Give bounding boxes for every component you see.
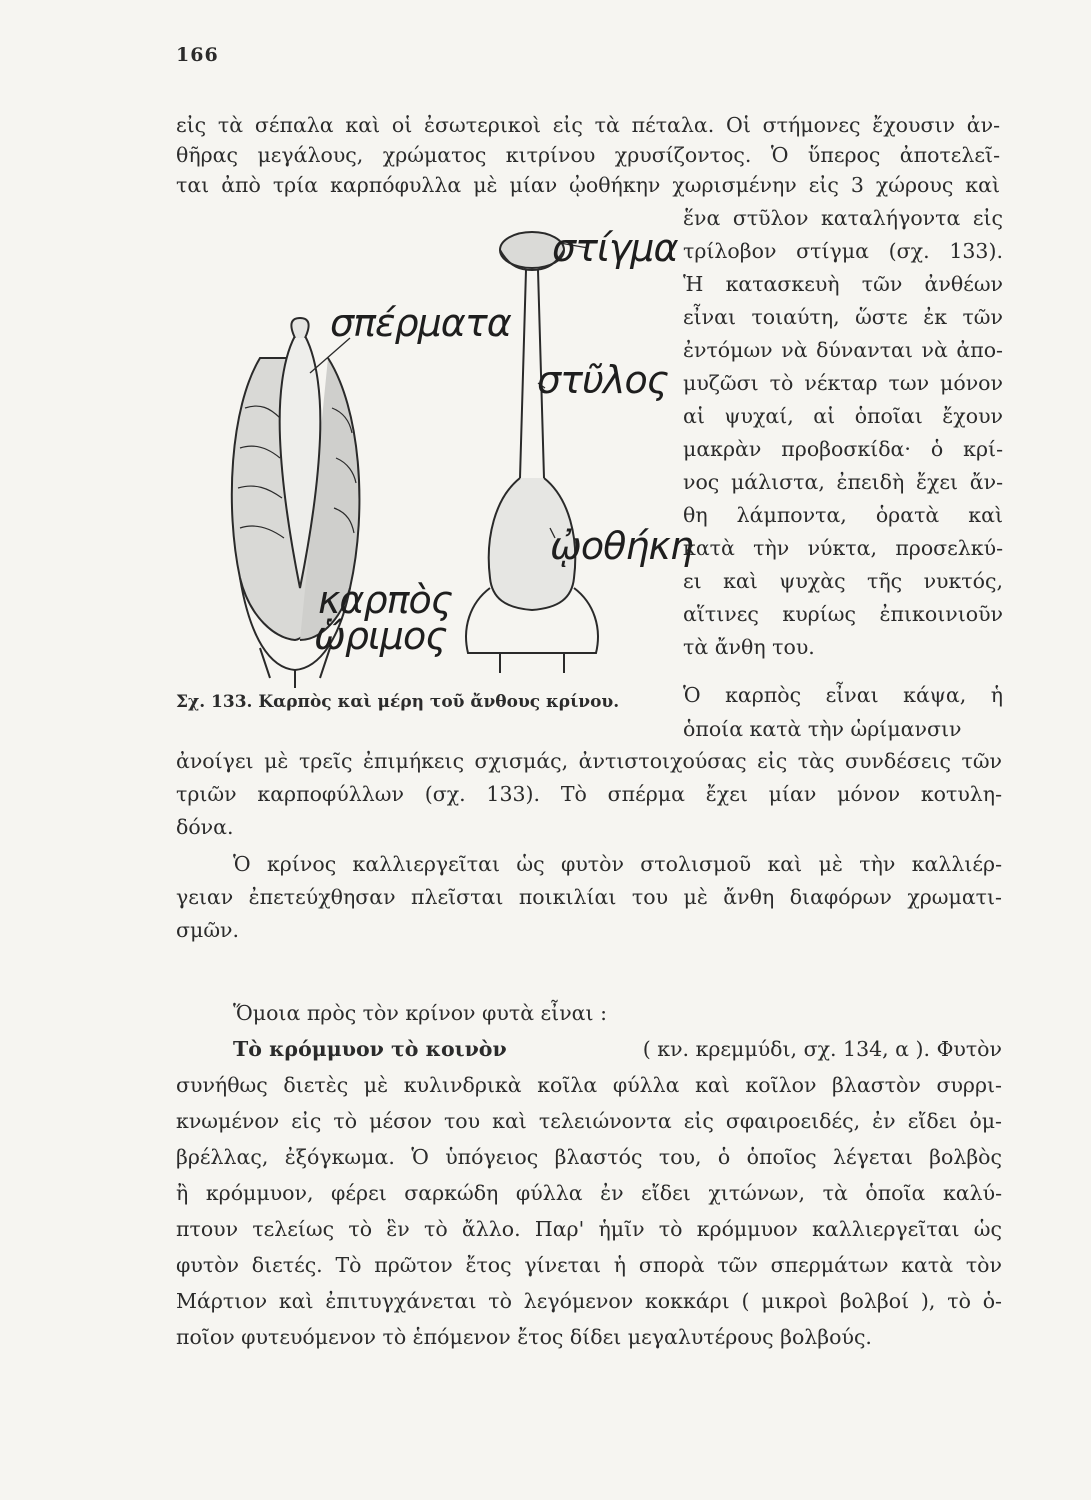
- seeds-label: σπέρματα: [330, 301, 511, 345]
- text-line: σμῶν.: [176, 918, 240, 942]
- text-line: ποῖον φυτευόμενον τὸ ἑπόμενον ἔτος δίδει μεγαλυτέρους βολβούς.: [176, 1325, 872, 1349]
- text-line: τὰ ἄνθη του.: [683, 635, 815, 659]
- text-line: ται ἀπὸ τρία καρπόφυλλα μὲ μίαν ᾠοθήκην χωρισμένην εἰς 3 χώρους καὶ: [176, 173, 1000, 197]
- fruit-label: καρπὸς: [318, 578, 452, 622]
- onion-title: Τὸ κρόμμυον τὸ κοινὸν: [233, 1037, 507, 1061]
- text-line: κατὰ τὴν νύκτα, προσελκύ-: [683, 536, 1003, 560]
- text-line: Ὁ καρπὸς εἶναι κάψα, ἡ: [683, 683, 1003, 707]
- text-line: μυζῶσι τὸ νέκταρ των μόνον: [683, 371, 1003, 395]
- text-line: ει καὶ ψυχὰς τῆς νυκτός,: [683, 569, 1003, 593]
- text-line: Μάρτιον καὶ ἐπιτυγχάνεται τὸ λεγόμενον κοκκάρι ( μικροὶ βολβοί ), τὸ ὁ-: [176, 1289, 1002, 1313]
- ovary-label: ᾠοθήκη: [550, 524, 693, 568]
- text-line: φυτὸν διετές. Τὸ πρῶτον ἔτος γίνεται ἡ σπορὰ τῶν σπερμάτων κατὰ τὸν: [176, 1253, 1002, 1277]
- text-line: βρέλλας, ἐξόγκωμα. Ὁ ὑπόγειος βλαστός του, ὁ ὁποῖος λέγεται βολβὸς: [176, 1145, 1002, 1169]
- text-line: τριῶν καρποφύλλων (σχ. 133). Τὸ σπέρμα ἔχει μίαν μόνον κοτυλη-: [176, 782, 1002, 806]
- text-line: ἀνοίγει μὲ τρεῖς ἐπιμήκεις σχισμάς, ἀντιστοιχούσας εἰς τὰς συνδέσεις τῶν: [176, 749, 1002, 773]
- text-line: εἰς τὰ σέπαλα καὶ οἱ ἐσωτερικοὶ εἰς τὰ πέταλα. Οἱ στήμονες ἔχουσιν ἀν-: [176, 113, 1000, 137]
- text-line: ἢ κρόμμυον, φέρει σαρκώδη φύλλα ἐν εἴδει χιτώνων, τὰ ὁποῖα καλύ-: [176, 1181, 1002, 1205]
- text-line: συνήθως διετὲς μὲ κυλινδρικὰ κοῖλα φύλλα καὶ κοῖλον βλαστὸν συρρι-: [176, 1073, 1002, 1097]
- intro-line: Ὅμοια πρὸς τὸν κρίνον φυτὰ εἶναι :: [233, 1001, 607, 1025]
- ripe-label: ὥριμος: [314, 614, 447, 658]
- page-number: 166: [176, 44, 219, 66]
- text-line: γειαν ἐπετεύχθησαν πλεῖσται ποικιλίαι του μὲ ἄνθη διαφόρων χρωματι-: [176, 885, 1002, 909]
- text-line: θη λάμποντα, ὁρατὰ καὶ: [683, 503, 1003, 527]
- style-label: στῦλος: [537, 358, 668, 402]
- text-line: Ἡ κατασκευὴ τῶν ἀνθέων: [683, 272, 1003, 296]
- text-line: Ὁ κρίνος καλλιεργεῖται ὡς φυτὸν στολισμοῦ καὶ μὲ τὴν καλλιέρ-: [233, 852, 1002, 876]
- text-line: ἕνα στῦλον καταλήγοντα εἰς: [683, 206, 1003, 230]
- text-line: αἱ ψυχαί, αἱ ὁποῖαι ἔχουν: [683, 404, 1003, 428]
- text-line: πτουν τελείως τὸ ἓν τὸ ἄλλο. Παρ' ἡμῖν τὸ κρόμμυον καλλιεργεῖται ὡς: [176, 1217, 1002, 1241]
- onion-heading: [233, 1034, 1002, 1064]
- figure-caption: Σχ. 133. Καρπὸς καὶ μέρη τοῦ ἄνθους κρίνου.: [176, 692, 620, 712]
- text-line: νος μάλιστα, ἐπειδὴ ἔχει ἄν-: [683, 470, 1003, 494]
- text-line: ὁποία κατὰ τὴν ὡρίμανσιν: [683, 717, 962, 741]
- text-line: τρίλοβον στίγμα (σχ. 133).: [683, 239, 1003, 263]
- stigma-label: στίγμα: [552, 226, 678, 270]
- text-line: κνωμένον εἰς τὸ μέσον του καὶ τελειώνοντα εἰς σφαιροειδές, ἐν εἴδει ὀμ-: [176, 1109, 1002, 1133]
- lily-fruit-figure: [200, 208, 693, 688]
- text-line: ἐντόμων νὰ δύνανται νὰ ἀπο-: [683, 338, 1003, 362]
- text-line: θῆρας μεγάλους, χρώματος κιτρίνου χρυσίζοντος. Ὁ ὕπερος ἀποτελεῖ-: [176, 143, 1000, 167]
- text-line: εἶναι τοιαύτη, ὥστε ἐκ τῶν: [683, 305, 1003, 329]
- onion-heading-rest: ( κν. κρεμμύδι, σχ. 134, α ). Φυτὸν: [642, 1037, 1002, 1061]
- text-line: αἵτινες κυρίως ἐπικοινιοῦν: [683, 602, 1003, 626]
- text-line: δόνα.: [176, 815, 234, 839]
- text-line: μακρὰν προβοσκίδα· ὁ κρί-: [683, 437, 1003, 461]
